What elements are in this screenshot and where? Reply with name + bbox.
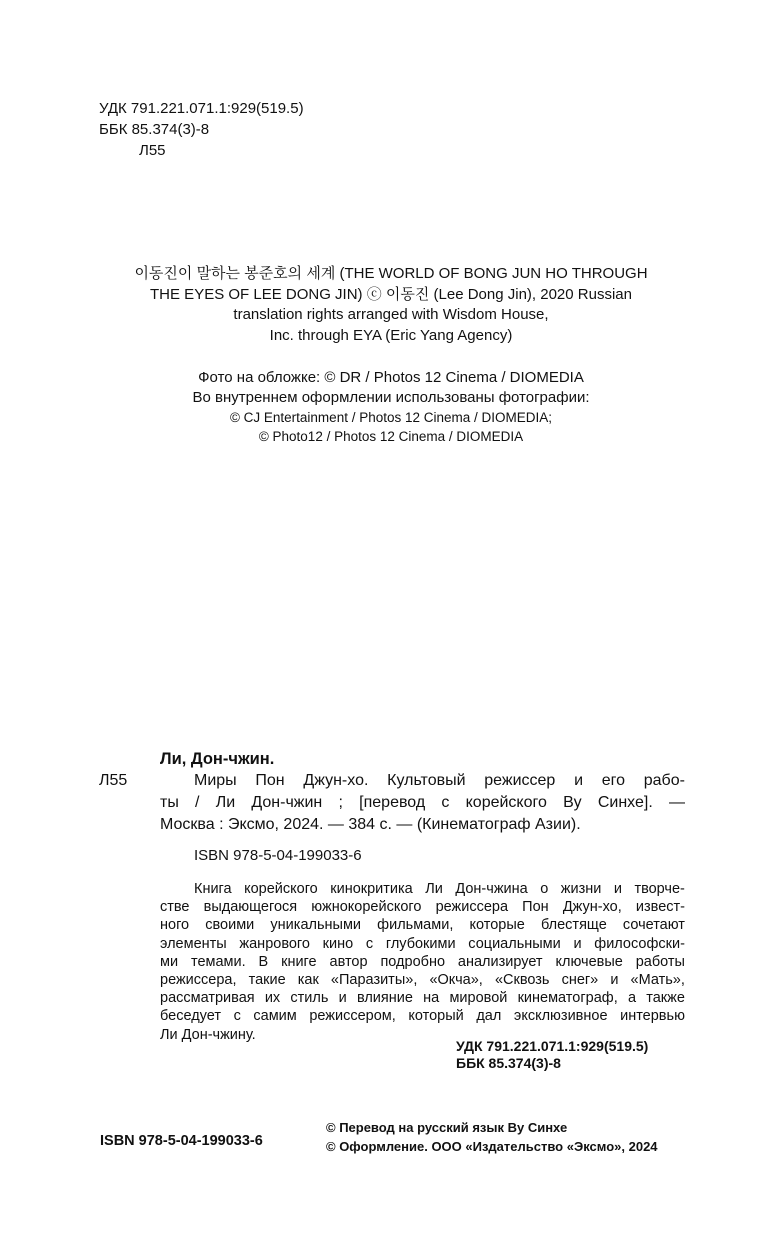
annotation-line	[160, 880, 685, 898]
copyright-block	[326, 1118, 658, 1156]
word: уникальными	[270, 917, 362, 934]
word: глубокими	[385, 935, 456, 952]
word: блестяще	[541, 917, 607, 934]
word: темами.	[190, 953, 246, 970]
word: автор	[329, 953, 368, 970]
word: кинокритика	[330, 881, 413, 897]
word: В	[258, 953, 269, 970]
word: Ли Дон-чжину.	[160, 1026, 256, 1043]
word: —	[668, 794, 685, 811]
word: элементы	[160, 935, 227, 952]
word: с	[233, 1008, 241, 1025]
word: ;	[338, 794, 343, 811]
word: Ли	[425, 881, 443, 897]
cover-photo-credit: Фото на обложке: © DR / Photos 12 Cinema / DIOMEDIA	[198, 369, 584, 386]
word: [перевод	[359, 794, 426, 811]
word: которые	[469, 917, 525, 934]
word: Миры	[194, 772, 237, 789]
word: фильмами,	[377, 917, 454, 934]
word: интервью	[620, 1008, 685, 1025]
bbk-code: ББК 85.374(3)-8	[99, 121, 210, 138]
word: Ли	[215, 794, 236, 811]
word: с	[441, 794, 450, 811]
rights-line: 이동진이 말하는 봉준호의 세계 (THE WORLD OF BONG JUN HO THROUGH	[134, 265, 648, 282]
word: Москва : Эксмо, 2024. — 384 с. — (Кинематограф Азии).	[160, 816, 581, 833]
word: который	[408, 1008, 464, 1025]
annotation-line	[160, 935, 685, 953]
word: Джун-хо,	[562, 899, 622, 916]
top-classification-codes	[99, 98, 304, 161]
word: подробно	[380, 953, 446, 970]
annotation-line	[160, 953, 685, 971]
word: кино	[322, 935, 354, 952]
word: работы	[635, 953, 685, 970]
interior-photo-credit: © Photo12 / Photos 12 Cinema / DIOMEDIA	[258, 429, 524, 444]
word: самим	[253, 1008, 297, 1025]
interior-photo-heading: Во внутреннем оформлении использованы фотографии:	[192, 389, 590, 406]
bibliographic-author: Ли, Дон-чжин.	[160, 750, 275, 768]
word: рабо-	[643, 772, 685, 789]
word: ключевые	[555, 953, 623, 970]
bbk-code: ББК 85.374(3)-8	[456, 1055, 561, 1071]
word: Синхе].	[597, 794, 653, 811]
word: такие	[248, 972, 286, 989]
word: своими	[205, 917, 255, 934]
word: анализирует	[457, 953, 543, 970]
bibliographic-mark: Л55	[99, 772, 128, 789]
bibliographic-description	[160, 770, 685, 836]
word: с	[365, 935, 374, 952]
word: извест-	[635, 899, 685, 916]
word: рассматривая	[160, 990, 255, 1007]
bottom-classification-codes	[456, 1038, 648, 1072]
word: «Сквозь	[494, 972, 550, 989]
word: ного	[160, 917, 190, 934]
word: Дон-чжин	[251, 794, 323, 811]
word: режиссер	[484, 772, 556, 789]
udk-code: УДК 791.221.071.1:929(519.5)	[456, 1038, 649, 1054]
word: «Мать»,	[630, 972, 685, 989]
bib-line	[160, 770, 685, 792]
word: «Паразиты»,	[330, 972, 418, 989]
word: Пон	[255, 772, 285, 789]
word: Пон	[522, 899, 549, 916]
word: режиссера	[435, 899, 509, 916]
word: эксклюзивное	[513, 1008, 608, 1025]
word: также	[646, 990, 685, 1007]
isbn: ISBN 978-5-04-199033-6	[194, 847, 362, 864]
word: а	[627, 990, 637, 1007]
word: стиль	[290, 990, 329, 1007]
word: выдающегося	[203, 899, 298, 916]
word: режиссера,	[160, 972, 237, 989]
word: и	[613, 881, 622, 897]
word: ми	[160, 953, 179, 970]
translation-copyright: © Перевод на русский язык Ву Синхе	[326, 1120, 568, 1135]
word: корейского	[244, 881, 318, 897]
annotation-line	[160, 989, 685, 1007]
annotation-line	[160, 1007, 685, 1025]
annotation-line	[160, 916, 685, 934]
word: снег»	[561, 972, 599, 989]
rights-notice	[96, 264, 686, 346]
word: и	[574, 772, 583, 789]
word: и	[338, 990, 347, 1007]
rights-line: THE EYES OF LEE DONG JIN) ⓒ 이동진 (Lee Dong Jin), 2020 Russian	[150, 285, 632, 303]
author-mark: Л55	[139, 142, 166, 159]
design-copyright: © Оформление. ООО «Издательство «Эксмо», 2024	[326, 1139, 658, 1154]
word: и	[610, 972, 619, 989]
word: мировой	[449, 990, 508, 1007]
word: сочетают	[622, 917, 685, 934]
word: его	[601, 772, 626, 789]
word: их	[264, 990, 281, 1007]
photo-credits	[96, 368, 686, 446]
word: социальными	[468, 935, 561, 952]
word: Культовый	[387, 772, 466, 789]
word: как	[297, 972, 319, 989]
word: /	[195, 794, 200, 811]
word: южнокорейского	[311, 899, 422, 916]
word: Ву	[563, 794, 582, 811]
word: «Окча»,	[429, 972, 483, 989]
annotation	[160, 880, 685, 1044]
word: кинематограф,	[517, 990, 618, 1007]
word: творче-	[634, 881, 685, 897]
word: философски-	[594, 935, 685, 952]
annotation-line	[160, 898, 685, 916]
annotation-line	[160, 971, 685, 989]
word: книге	[281, 953, 317, 970]
word: режиссером,	[309, 1008, 396, 1025]
word: Джун-хо.	[303, 772, 369, 789]
word: стве	[160, 899, 190, 916]
word: ты	[160, 794, 179, 811]
word: жизни	[560, 881, 602, 897]
bib-line	[160, 792, 685, 814]
rights-line: Inc. through EYA (Eric Yang Agency)	[269, 326, 513, 344]
word: о	[540, 881, 549, 897]
bib-line	[160, 814, 685, 836]
word: Дон-чжина	[455, 881, 528, 897]
word: дал	[476, 1008, 502, 1025]
word: Книга	[194, 881, 232, 897]
word: на	[423, 990, 440, 1007]
rights-line: translation rights arranged with Wisdom House,	[233, 306, 549, 323]
udk-code: УДК 791.221.071.1:929(519.5)	[99, 100, 304, 117]
word: беседует	[160, 1008, 221, 1025]
footer-isbn: ISBN 978-5-04-199033-6	[100, 1133, 263, 1149]
word: и	[573, 935, 582, 952]
word: жанрового	[239, 935, 310, 952]
interior-photo-credit: © CJ Entertainment / Photos 12 Cinema / DIOMEDIA;	[229, 410, 553, 425]
word: корейского	[465, 794, 547, 811]
word: влияние	[356, 990, 413, 1007]
